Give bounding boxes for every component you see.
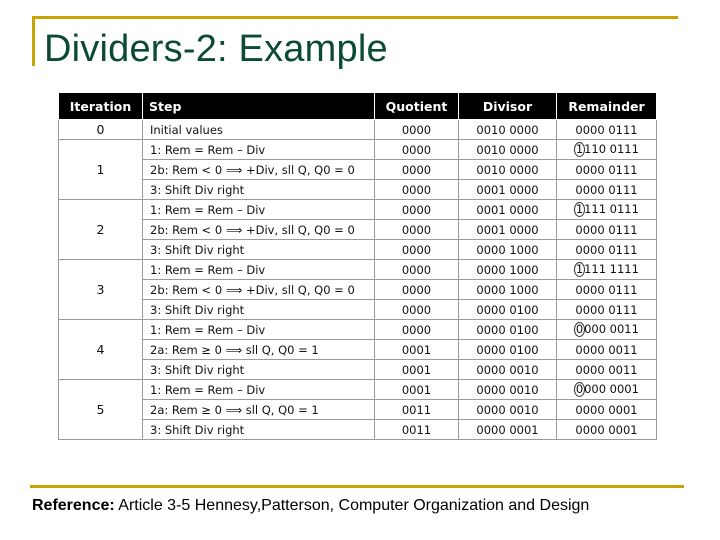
reference-label: Reference: <box>32 497 115 514</box>
header-remainder: Remainder <box>557 93 657 120</box>
step-cell: 3: Shift Div right <box>143 240 375 260</box>
divisor-cell: 0000 0100 <box>459 320 557 340</box>
step-cell: 2b: Rem < 0 ⟹ +Div, sll Q, Q0 = 0 <box>143 160 375 180</box>
remainder-cell: 0000 0111 <box>557 120 657 140</box>
remainder-rest: 000 0011 <box>584 322 639 336</box>
step-cell: 1: Rem = Rem – Div <box>143 260 375 280</box>
remainder-cell: 0000 0111 <box>557 280 657 300</box>
quotient-cell: 0000 <box>375 140 459 160</box>
remainder-cell: 0000 0001 <box>557 420 657 440</box>
divisor-cell: 0000 0010 <box>459 360 557 380</box>
table-row <box>59 340 657 360</box>
remainder-cell: 0000 0111 <box>557 300 657 320</box>
division-table <box>58 92 657 440</box>
sign-bit-circled: 1 <box>575 202 584 216</box>
step-cell: 3: Shift Div right <box>143 360 375 380</box>
table-header-row <box>59 93 657 120</box>
slide-title: Dividers-2: Example <box>44 28 388 70</box>
remainder-rest: 111 1111 <box>584 262 639 276</box>
divisor-cell: 0000 1000 <box>459 260 557 280</box>
divisor-cell: 0000 0010 <box>459 400 557 420</box>
remainder-cell: 0000 0111 <box>557 220 657 240</box>
title-accent-vertical <box>32 16 35 66</box>
quotient-cell: 0000 <box>375 160 459 180</box>
quotient-cell: 0001 <box>375 380 459 400</box>
quotient-cell: 0000 <box>375 220 459 240</box>
remainder-cell: 0000 0011 <box>557 360 657 380</box>
table-row <box>59 220 657 240</box>
divisor-cell: 0001 0000 <box>459 200 557 220</box>
iteration-cell: 1 <box>59 140 143 200</box>
quotient-cell: 0000 <box>375 260 459 280</box>
remainder-cell: 0000 0111 <box>557 160 657 180</box>
quotient-cell: 0011 <box>375 420 459 440</box>
quotient-cell: 0001 <box>375 360 459 380</box>
table-row <box>59 140 657 160</box>
footer-accent-line <box>30 485 684 488</box>
remainder-rest: 000 0001 <box>584 382 639 396</box>
step-cell: Initial values <box>143 120 375 140</box>
quotient-cell: 0000 <box>375 300 459 320</box>
sign-bit-circled: 1 <box>575 142 584 156</box>
table-row <box>59 400 657 420</box>
table-row <box>59 120 657 140</box>
header-iteration: Iteration <box>59 93 143 120</box>
table-row <box>59 240 657 260</box>
divisor-cell: 0010 0000 <box>459 160 557 180</box>
divisor-cell: 0000 0001 <box>459 420 557 440</box>
remainder-cell: 0000 0111 <box>557 240 657 260</box>
remainder-rest: 110 0111 <box>584 142 639 156</box>
step-cell: 2a: Rem ≥ 0 ⟹ sll Q, Q0 = 1 <box>143 400 375 420</box>
step-cell: 2b: Rem < 0 ⟹ +Div, sll Q, Q0 = 0 <box>143 220 375 240</box>
divisor-cell: 0001 0000 <box>459 180 557 200</box>
step-cell: 3: Shift Div right <box>143 420 375 440</box>
step-cell: 3: Shift Div right <box>143 180 375 200</box>
iteration-cell: 2 <box>59 200 143 260</box>
reference-note <box>32 497 589 515</box>
step-cell: 1: Rem = Rem – Div <box>143 320 375 340</box>
table-row <box>59 200 657 220</box>
iteration-cell: 5 <box>59 380 143 440</box>
divisor-cell: 0010 0000 <box>459 140 557 160</box>
quotient-cell: 0000 <box>375 200 459 220</box>
header-step: Step <box>143 93 375 120</box>
quotient-cell: 0011 <box>375 400 459 420</box>
divisor-cell: 0000 1000 <box>459 280 557 300</box>
table-row <box>59 280 657 300</box>
remainder-rest: 111 0111 <box>584 202 639 216</box>
remainder-cell <box>557 320 657 340</box>
remainder-cell: 0000 0001 <box>557 400 657 420</box>
title-accent-line <box>32 16 678 19</box>
iteration-cell: 3 <box>59 260 143 320</box>
divisor-cell: 0000 0100 <box>459 300 557 320</box>
table-row <box>59 260 657 280</box>
iteration-cell: 4 <box>59 320 143 380</box>
remainder-cell <box>557 200 657 220</box>
quotient-cell: 0001 <box>375 340 459 360</box>
table-row <box>59 420 657 440</box>
divisor-cell: 0000 0010 <box>459 380 557 400</box>
step-cell: 1: Rem = Rem – Div <box>143 380 375 400</box>
remainder-cell <box>557 140 657 160</box>
divisor-cell: 0010 0000 <box>459 120 557 140</box>
table-body <box>59 120 657 440</box>
iteration-cell: 0 <box>59 120 143 140</box>
quotient-cell: 0000 <box>375 240 459 260</box>
remainder-cell: 0000 0111 <box>557 180 657 200</box>
quotient-cell: 0000 <box>375 180 459 200</box>
quotient-cell: 0000 <box>375 120 459 140</box>
step-cell: 1: Rem = Rem – Div <box>143 200 375 220</box>
table-row <box>59 180 657 200</box>
sign-bit-circled: 0 <box>575 382 584 396</box>
table-row <box>59 360 657 380</box>
table-row <box>59 320 657 340</box>
remainder-cell: 0000 0011 <box>557 340 657 360</box>
divisor-cell: 0001 0000 <box>459 220 557 240</box>
header-divisor: Divisor <box>459 93 557 120</box>
step-cell: 1: Rem = Rem – Div <box>143 140 375 160</box>
table-row <box>59 300 657 320</box>
division-table-container <box>58 92 656 440</box>
reference-text: Article 3-5 Hennesy,Patterson, Computer Organization and Design <box>114 497 590 514</box>
remainder-cell <box>557 380 657 400</box>
step-cell: 3: Shift Div right <box>143 300 375 320</box>
remainder-cell <box>557 260 657 280</box>
step-cell: 2b: Rem < 0 ⟹ +Div, sll Q, Q0 = 0 <box>143 280 375 300</box>
divisor-cell: 0000 1000 <box>459 240 557 260</box>
sign-bit-circled: 1 <box>575 262 584 276</box>
step-cell: 2a: Rem ≥ 0 ⟹ sll Q, Q0 = 1 <box>143 340 375 360</box>
quotient-cell: 0000 <box>375 320 459 340</box>
sign-bit-circled: 0 <box>575 322 584 336</box>
quotient-cell: 0000 <box>375 280 459 300</box>
table-row <box>59 380 657 400</box>
table-row <box>59 160 657 180</box>
header-quotient: Quotient <box>375 93 459 120</box>
divisor-cell: 0000 0100 <box>459 340 557 360</box>
